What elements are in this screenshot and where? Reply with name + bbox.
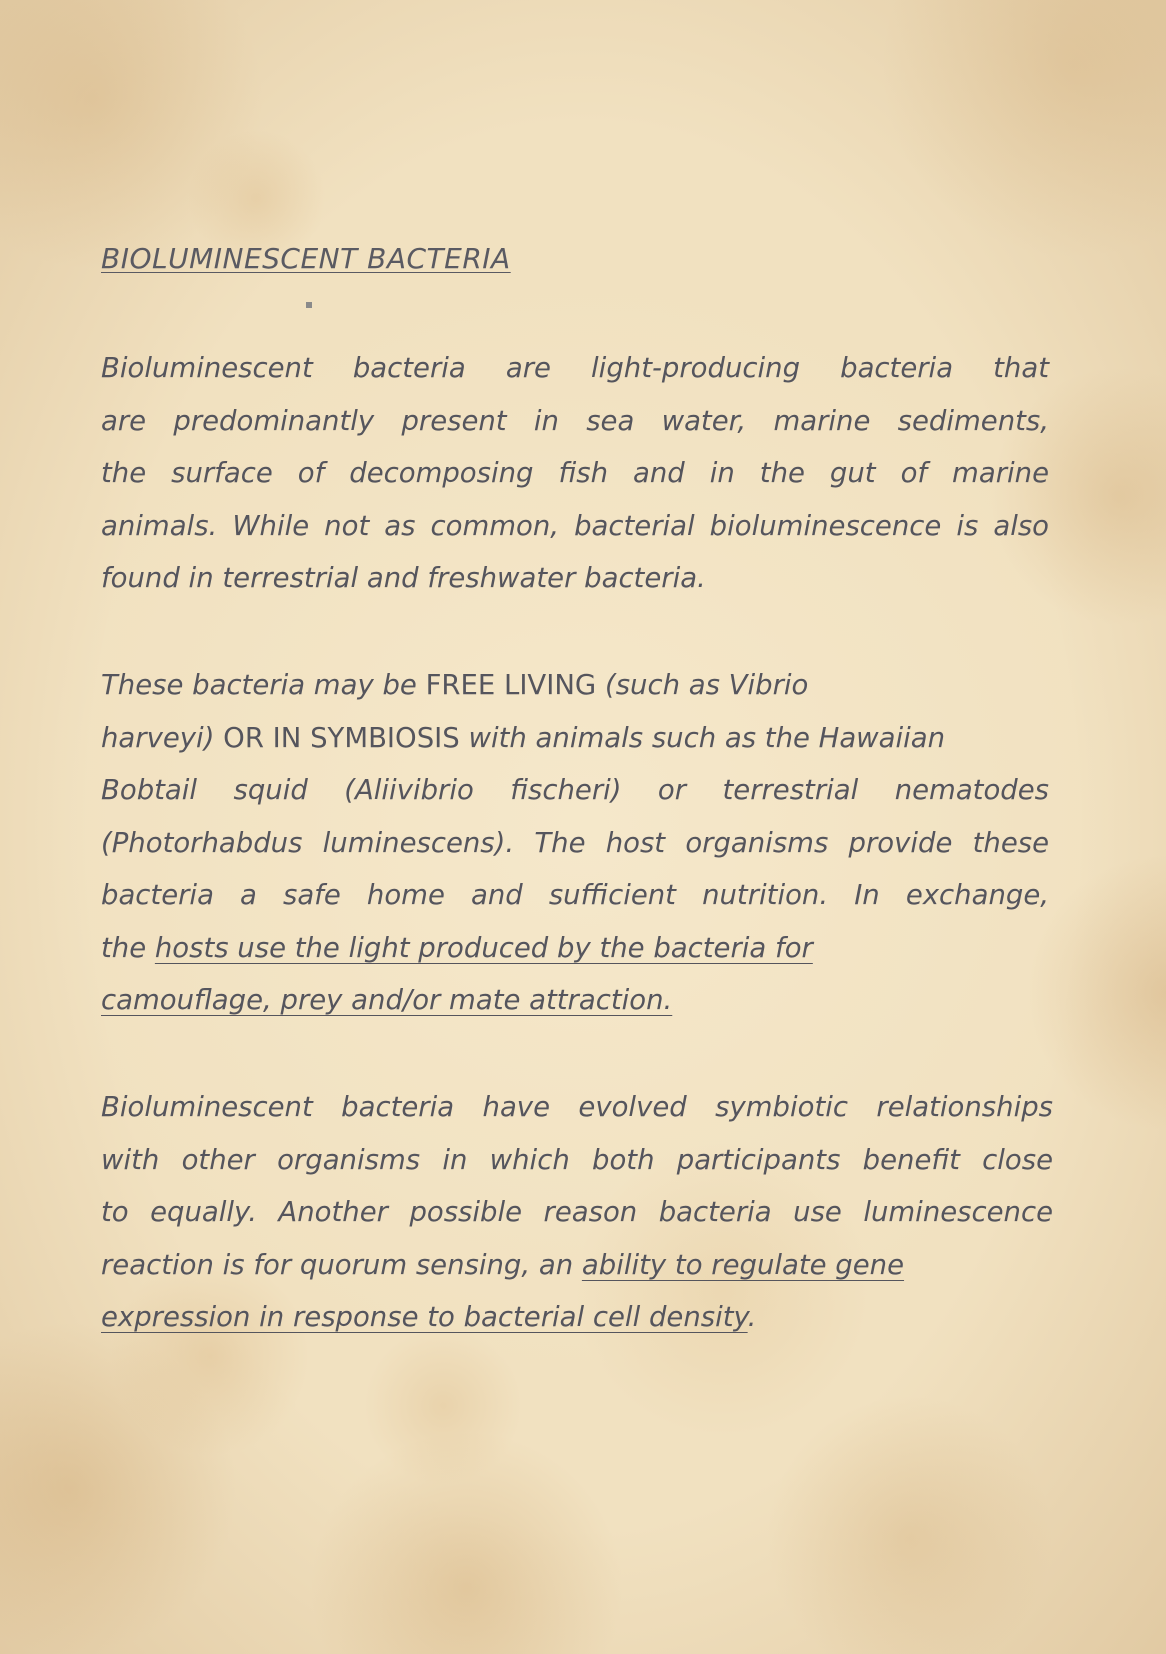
paragraph-3-line: to equally. Another possible reason bacteria use luminescence bbox=[101, 1196, 1053, 1228]
paragraph-3-text: . bbox=[747, 1301, 757, 1333]
paragraph-2-line: bacteria a safe home and sufficient nutrition. In exchange, bbox=[101, 879, 1049, 911]
paragraph-1-line: found in terrestrial and freshwater bacteria. bbox=[101, 562, 706, 594]
paragraph-2-line bbox=[101, 712, 1049, 765]
paragraph-2-line bbox=[101, 922, 1049, 975]
paragraph-1-line: Bioluminescent bacteria are light-producing bacteria that bbox=[101, 352, 1049, 384]
underlined-phrase: ability to regulate gene bbox=[581, 1248, 905, 1281]
ink-dot bbox=[306, 302, 312, 308]
paragraph-1 bbox=[101, 342, 1049, 605]
paragraph-3-line: with other organisms in which both participants benefit close bbox=[101, 1143, 1053, 1176]
paragraph-1-line: the surface of decomposing fish and in the gut of marine bbox=[101, 457, 1049, 489]
paragraph-3 bbox=[101, 1081, 1053, 1344]
paragraph-2 bbox=[101, 659, 1049, 1027]
paragraph-2-line bbox=[101, 659, 1049, 712]
paragraph-2-text: the bbox=[101, 931, 155, 964]
underlined-phrase: expression in response to bacterial cell density bbox=[101, 1301, 748, 1333]
paragraph-3-text: reaction is for quorum sensing, an bbox=[101, 1248, 582, 1281]
page-title: BIOLUMINESCENT BACTERIA bbox=[101, 242, 511, 275]
underlined-phrase: hosts use the light produced by the bacteria for bbox=[154, 931, 813, 964]
paragraph-1-line: are predominantly present in sea water, marine sediments, bbox=[101, 404, 1049, 437]
paragraph-3-line bbox=[101, 1239, 1053, 1292]
emphasis-free-living: FREE LIVING bbox=[425, 669, 597, 701]
paragraph-2-line bbox=[101, 974, 1049, 1027]
underlined-phrase: camouflage, prey and/or mate attraction. bbox=[101, 984, 673, 1016]
paragraph-2-line: (Photorhabdus luminescens). The host organisms provide these bbox=[101, 826, 1049, 859]
paragraph-3-line bbox=[101, 1291, 1053, 1344]
paragraph-2-line: Bobtail squid (Aliivibrio fischeri) or terrestrial nematodes bbox=[101, 774, 1049, 806]
paragraph-3-line: Bioluminescent bacteria have evolved symbiotic relationships bbox=[101, 1091, 1053, 1123]
paragraph-1-line: animals. While not as common, bacterial bioluminescence is also bbox=[101, 509, 1049, 542]
emphasis-in-symbiosis: OR IN SYMBIOSIS bbox=[223, 721, 460, 754]
paragraph-2-text: These bacteria may be bbox=[101, 669, 426, 701]
paragraph-2-text: (such as Vibrio bbox=[596, 669, 809, 701]
paragraph-2-text: with animals such as the Hawaiian bbox=[459, 721, 946, 754]
paragraph-2-text: harveyi) bbox=[101, 721, 224, 754]
